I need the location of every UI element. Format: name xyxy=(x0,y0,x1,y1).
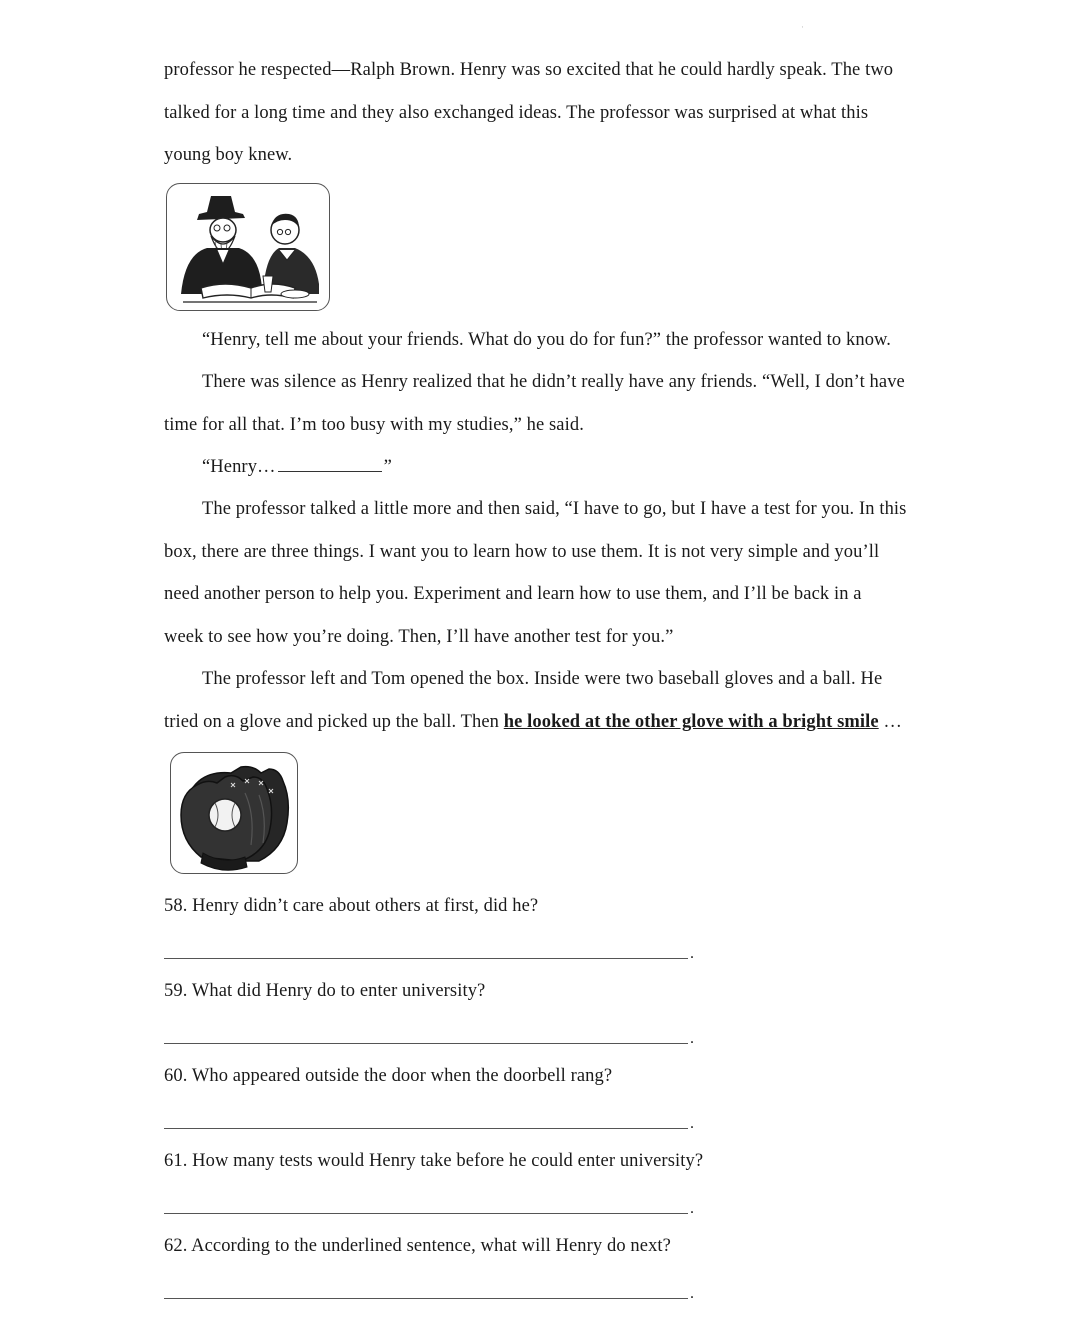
question-59: 59. What did Henry do to enter university? xyxy=(164,981,486,1001)
paragraph-6-line-2-suffix: … xyxy=(878,712,903,732)
paragraph-1-line-3: young boy knew. xyxy=(164,145,293,165)
answer-line-60[interactable] xyxy=(164,1128,688,1129)
paragraph-6-line-2 xyxy=(164,712,902,733)
answer-line-58[interactable] xyxy=(164,958,688,959)
answer-line-59-period: . xyxy=(690,1030,694,1047)
paragraph-3-line-2: time for all that. I’m too busy with my studies,” he said. xyxy=(164,415,584,435)
paragraph-4-suffix: ” xyxy=(383,457,392,477)
answer-line-59[interactable] xyxy=(164,1043,688,1044)
question-62: 62. According to the underlined sentence, what will Henry do next? xyxy=(164,1236,671,1256)
answer-line-62[interactable] xyxy=(164,1298,688,1299)
baseball-glove-illustration xyxy=(170,752,298,874)
paragraph-6-line-1: The professor left and Tom opened the box. Inside were two baseball gloves and a ball. He xyxy=(202,669,883,689)
paragraph-4 xyxy=(202,457,392,478)
paragraph-5-line-4: week to see how you’re doing. Then, I’ll have another test for you.” xyxy=(164,627,674,647)
paragraph-4-prefix: “Henry… xyxy=(202,457,276,477)
paragraph-5-line-3: need another person to help you. Experiment and learn how to use them, and I’ll be back in a xyxy=(164,584,862,604)
paragraph-1-line-1: professor he respected—Ralph Brown. Henry was so excited that he could hardly speak. The two xyxy=(164,60,894,80)
paragraph-5-line-1: The professor talked a little more and then said, “I have to go, but I have a test for you. In this xyxy=(202,499,907,519)
question-60: 60. Who appeared outside the door when the doorbell rang? xyxy=(164,1066,613,1086)
answer-line-58-period: . xyxy=(690,945,694,962)
paragraph-3-line-1: There was silence as Henry realized that he didn’t really have any friends. “Well, I don’t have xyxy=(202,372,905,392)
paragraph-6-line-2-prefix: tried on a glove and picked up the ball. Then xyxy=(164,712,504,732)
answer-line-61-period: . xyxy=(690,1200,694,1217)
answer-line-61[interactable] xyxy=(164,1213,688,1214)
fill-in-blank[interactable] xyxy=(278,457,382,472)
professor-and-boy-drawing xyxy=(167,184,329,310)
baseball-glove-drawing xyxy=(171,753,297,873)
professor-and-boy-illustration xyxy=(166,183,330,311)
underlined-sentence: he looked at the other glove with a bright smile xyxy=(503,712,879,732)
answer-line-62-period: . xyxy=(690,1285,694,1302)
paragraph-2: “Henry, tell me about your friends. What do you do for fun?” the professor wanted to know. xyxy=(202,330,892,350)
paragraph-5-line-2: box, there are three things. I want you to learn how to use them. It is not very simple and you’ll xyxy=(164,542,880,562)
answer-line-60-period: . xyxy=(690,1115,694,1132)
corner-mark: · xyxy=(801,22,804,32)
question-58: 58. Henry didn’t care about others at first, did he? xyxy=(164,896,539,916)
question-61: 61. How many tests would Henry take before he could enter university? xyxy=(164,1151,704,1171)
paragraph-1-line-2: talked for a long time and they also exchanged ideas. The professor was surprised at what this xyxy=(164,103,869,123)
